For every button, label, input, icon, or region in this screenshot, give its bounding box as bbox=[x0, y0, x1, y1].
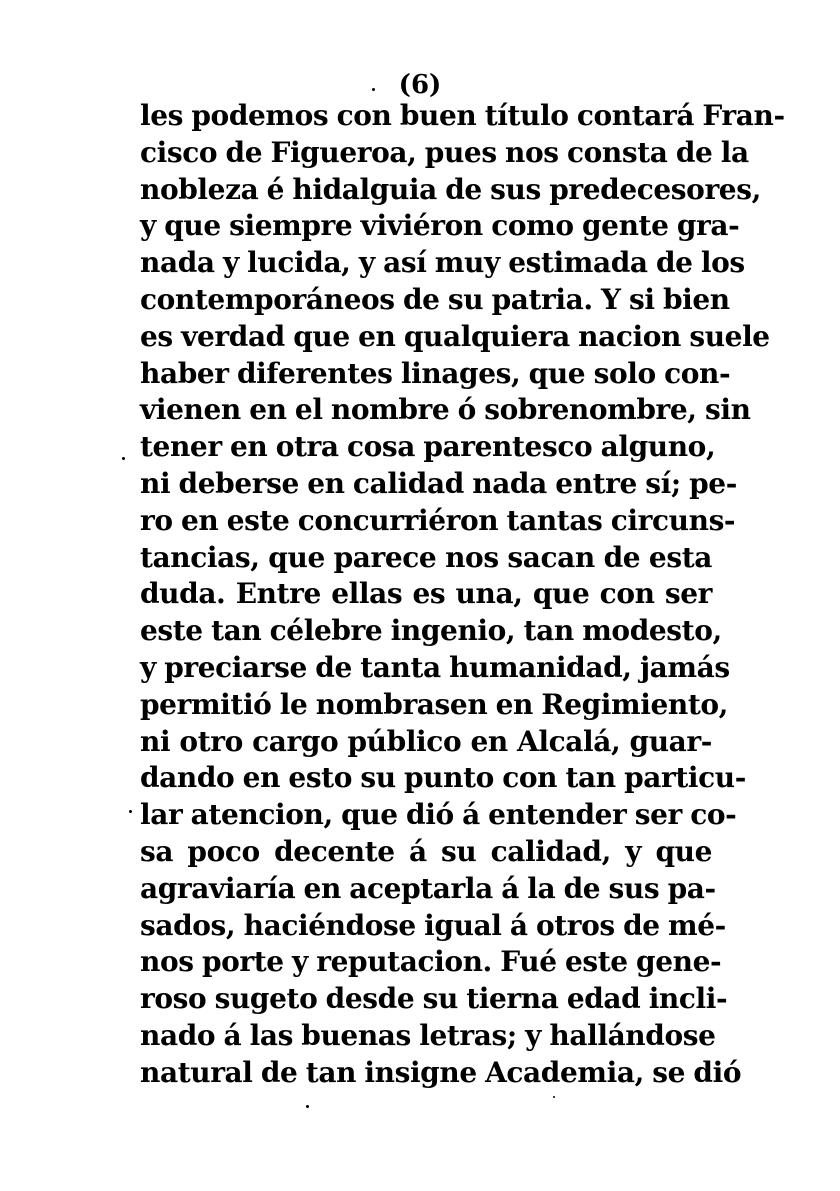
text-line: ni otro cargo público en Alcalá, guar- bbox=[140, 724, 712, 758]
text-line: y que siempre viviéron como gente gra- bbox=[140, 209, 740, 243]
text-line: tancias, que parece nos sacan de esta bbox=[140, 540, 712, 574]
text-line: nado á las buenas letras; y hallándose bbox=[140, 1018, 716, 1052]
ink-speck bbox=[306, 1105, 309, 1108]
text-line: sa poco decente á su calidad, y que bbox=[140, 834, 712, 868]
text-line: ni deberse en calidad nada entre sí; pe- bbox=[140, 466, 737, 500]
text-line: dando en esto su punto con tan particu- bbox=[140, 761, 746, 795]
text-line: este tan célebre ingenio, tan modesto, bbox=[140, 614, 722, 648]
ink-speck bbox=[129, 810, 132, 813]
text-line: nobleza é hidalguia de sus predecesores, bbox=[140, 172, 761, 206]
text-line: ro en este concurriéron tantas circuns- bbox=[140, 503, 736, 537]
text-line: vienen en el nombre ó sobrenombre, sin bbox=[140, 393, 751, 427]
text-line: agraviaría en aceptarla á la de sus pa- bbox=[140, 871, 716, 905]
text-line: haber diferentes linages, que solo con- bbox=[140, 356, 731, 390]
text-line: y preciarse de tanta humanidad, jamás bbox=[140, 650, 730, 684]
ink-speck bbox=[372, 88, 375, 91]
text-line: contemporáneos de su patria. Y si bien bbox=[140, 282, 730, 316]
text-line: tener en otra cosa parentesco alguno, bbox=[140, 430, 716, 464]
ink-speck bbox=[122, 457, 125, 460]
text-line: nada y lucida, y así muy estimada de los bbox=[140, 246, 745, 280]
text-line: natural de tan insigne Academia, se dió bbox=[140, 1055, 742, 1089]
text-line: permitió le nombrasen en Regimiento, bbox=[140, 687, 729, 721]
text-line: es verdad que en qualquiera nacion suele bbox=[140, 319, 770, 353]
text-line: duda. Entre ellas es una, que con ser bbox=[140, 577, 712, 611]
text-line: cisco de Figueroa, pues nos consta de la bbox=[140, 135, 749, 169]
ink-speck bbox=[553, 1096, 555, 1098]
text-line: roso sugeto desde su tierna edad incli- bbox=[140, 982, 728, 1016]
text-line: nos porte y reputacion. Fué este gene- bbox=[140, 945, 722, 979]
body-text bbox=[140, 98, 785, 1092]
page-number: (6) bbox=[398, 70, 442, 100]
text-line: sados, haciéndose igual á otros de mé- bbox=[140, 908, 726, 942]
text-line: les podemos con buen título contará Fran- bbox=[140, 99, 785, 132]
text-line: lar atencion, que dió á entender ser co- bbox=[140, 798, 737, 832]
